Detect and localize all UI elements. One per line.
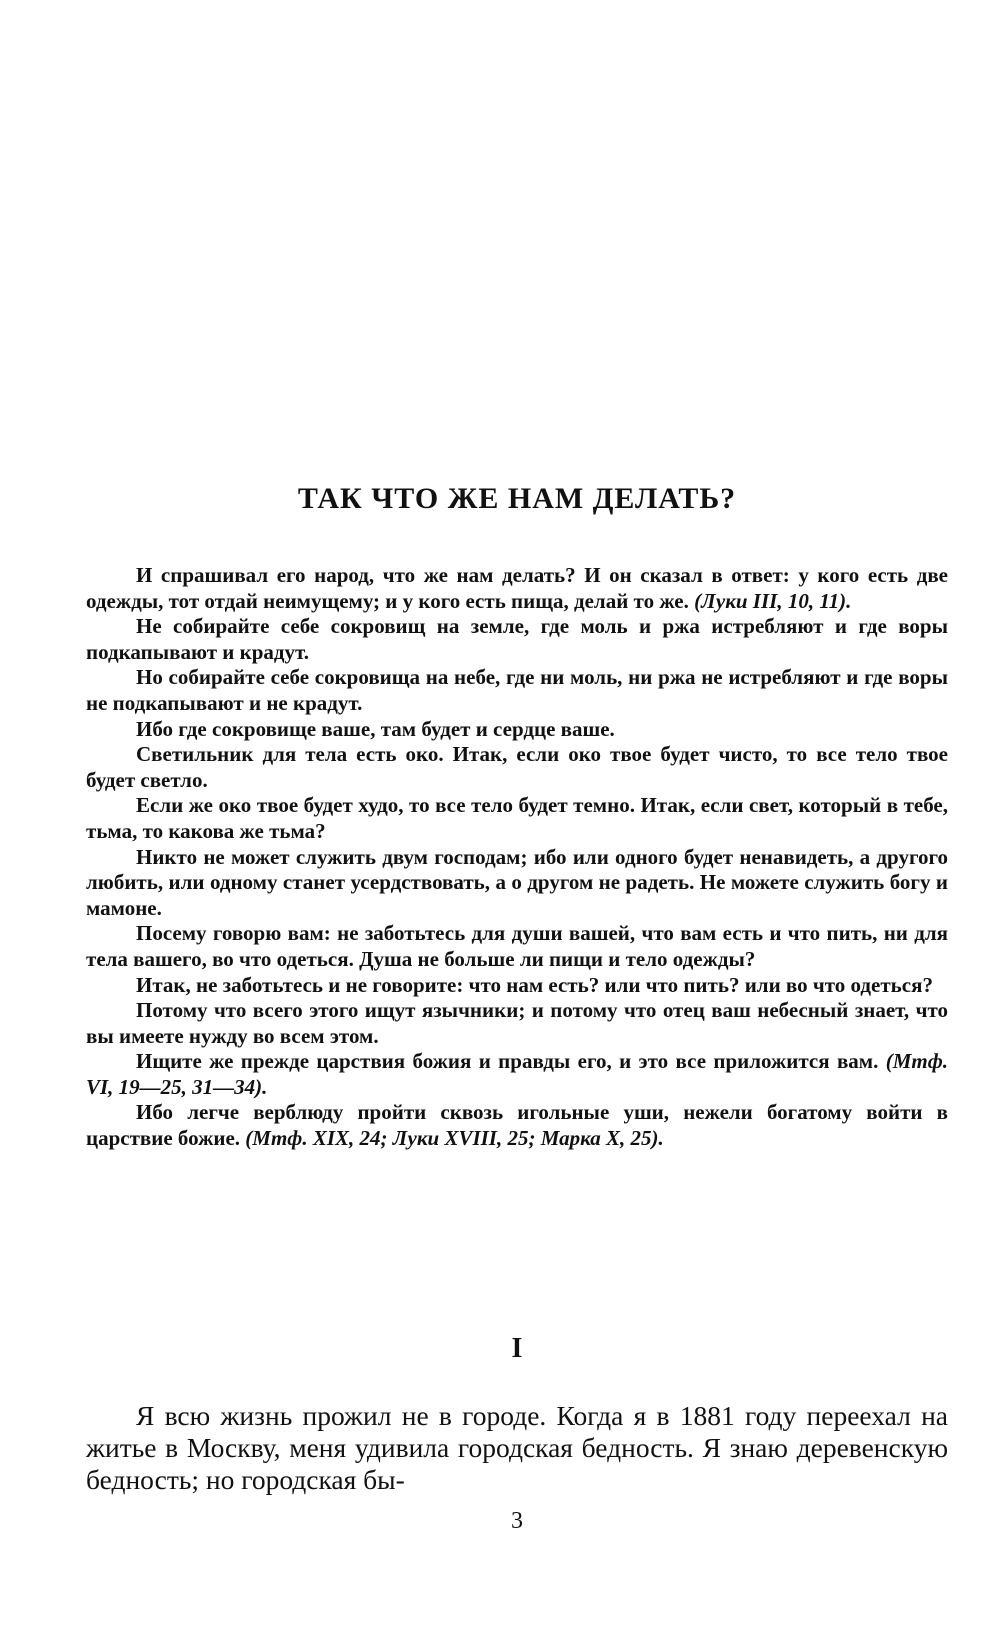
book-page xyxy=(86,0,948,1648)
chapter-number: I xyxy=(511,1333,523,1364)
verse-text: Светильник для тела есть око. Итак, если око твое будет чисто, то все тело твое будет светло. xyxy=(86,742,948,792)
verse-text: Никто не может служить двум господам; ибо или одного будет ненавидеть, а другого любить, или одному станет усердствовать, а о другом не радеть. Не можете служить богу и мамоне. xyxy=(86,844,948,920)
body-paragraph: Я всю жизнь прожил не в городе. Когда я в 1881 году переехал на житье в Москву, меня удивила городская бедность. Я знаю деревенскую бедность; но городская бы- xyxy=(86,1400,948,1495)
verse-reference: (Луки III, 10, 11). xyxy=(694,588,852,613)
epigraph-verse xyxy=(86,563,948,614)
verse-text: Если же око твое будет худо, то все тело будет темно. Итак, если свет, который в тебе, тьма, то какова же тьма? xyxy=(86,793,948,843)
epigraph-verse xyxy=(86,665,948,716)
epigraph-verse xyxy=(86,717,948,743)
page-number: 3 xyxy=(511,1508,523,1534)
epigraph-verse xyxy=(86,998,948,1049)
page-title: ТАК ЧТО ЖЕ НАМ ДЕЛАТЬ? xyxy=(297,482,737,515)
verse-text: Ищите же прежде царствия божия и правды его, и это все приложится вам. xyxy=(136,1049,886,1074)
verse-text: Ибо легче верблюду пройти сквозь игольные уши, нежели богатому войти в царствие божие. xyxy=(86,1100,948,1151)
verse-text: Не собирайте себе сокровищ на земле, где моль и ржа истребляют и где воры подкапывают и крадут. xyxy=(86,614,948,664)
verse-reference: (Мтф. XIX, 24; Луки XVIII, 25; Марка X, 25). xyxy=(245,1126,664,1151)
verse-text: И спрашивал его народ, что же нам делать? И он сказал в ответ: у кого есть две одежды, тот отдай неимущему; и у кого есть пища, делай то же. xyxy=(86,563,948,613)
epigraph-verse xyxy=(86,845,948,922)
epigraph-verse xyxy=(86,1049,948,1100)
verse-text: Итак, не заботьтесь и не говорите: что нам есть? или что пить? или во что одеться? xyxy=(136,972,933,997)
epigraph-verse xyxy=(86,921,948,972)
epigraph-verse xyxy=(86,614,948,665)
epigraph xyxy=(86,563,948,1152)
epigraph-verse xyxy=(86,973,948,999)
epigraph-verse xyxy=(86,1100,948,1151)
epigraph-verse xyxy=(86,793,948,844)
epigraph-verse xyxy=(86,742,948,793)
verse-text: Но собирайте себе сокровища на небе, где ни моль, ни ржа не истребляют и где воры не подкапывают и не крадут. xyxy=(86,665,948,715)
verse-text: Потому что всего этого ищут язычники; и потому что отец ваш небесный знает, что вы имеете нужду во всем этом. xyxy=(86,998,948,1048)
verse-text: Ибо где сокровище ваше, там будет и сердце ваше. xyxy=(136,716,615,741)
verse-text: Посему говорю вам: не заботьтесь для души вашей, что вам есть и что пить, ни для тела вашего, во что одеться. Душа не больше ли пищи и тело одежды? xyxy=(86,921,948,971)
verse-reference: (Мтф. VI, 19—25, 31—34). xyxy=(86,1049,948,1099)
